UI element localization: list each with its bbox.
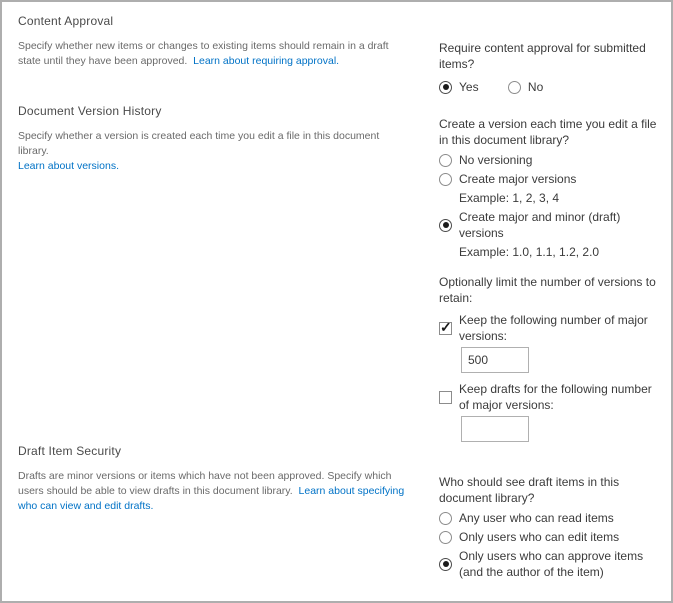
keep-major-versions-option[interactable] [439, 312, 659, 344]
draft-item-security-description: Drafts are minor versions or items which have not been approved. Specify which users should be able to view drafts in this document library. Learn about specifying who can view and edit drafts. [18, 470, 405, 512]
option-yes[interactable] [439, 79, 479, 95]
option-users-edit[interactable] [439, 529, 659, 545]
keep-drafts-label[interactable]: Keep drafts for the following number of major versions: [459, 382, 652, 412]
option-no[interactable] [508, 79, 543, 95]
major-minor-versions-example: Example: 1.0, 1.1, 1.2, 2.0 [459, 245, 600, 259]
radio-yes-label[interactable]: Yes [459, 80, 479, 94]
option-create-major-versions[interactable] [439, 171, 659, 187]
radio-any-user-read[interactable] [439, 512, 452, 525]
section-draft-item-security [2, 444, 671, 593]
radio-no-versioning-label[interactable]: No versioning [459, 153, 533, 167]
radio-no-label[interactable]: No [527, 80, 544, 94]
major-versions-example: Example: 1, 2, 3, 4 [459, 191, 560, 205]
section-document-version-history [2, 104, 671, 444]
radio-users-edit-label[interactable]: Only users who can edit items [459, 530, 620, 544]
create-version-question: Create a version each time you edit a file in this document library? [439, 117, 657, 147]
keep-major-versions-checkbox[interactable] [439, 322, 452, 335]
section-content-approval [2, 2, 671, 104]
option-no-versioning[interactable] [439, 152, 659, 168]
major-versions-count-input[interactable] [461, 347, 529, 373]
option-any-user-read[interactable] [439, 510, 659, 526]
version-history-description: Specify whether a version is created each time you edit a file in this document library. Learn about versions. [18, 129, 411, 174]
require-approval-question: Require content approval for submitted items? [439, 41, 646, 71]
draft-item-security-title: Draft Item Security [18, 444, 122, 458]
radio-create-major-versions[interactable] [439, 173, 452, 186]
radio-users-approve-label[interactable]: Only users who can approve items (and the author of the item) [459, 549, 644, 579]
radio-create-major-minor-versions-label[interactable]: Create major and minor (draft) versions [459, 210, 621, 240]
option-create-major-minor-versions[interactable] [439, 209, 659, 241]
radio-any-user-read-label[interactable]: Any user who can read items [459, 511, 614, 525]
drafts-count-input[interactable] [461, 416, 529, 442]
radio-create-major-versions-label[interactable]: Create major versions [459, 172, 577, 186]
radio-no-versioning[interactable] [439, 154, 452, 167]
content-approval-description: Specify whether new items or changes to existing items should remain in a draft state until they have been approved. Learn about requiring approval. [18, 40, 389, 67]
keep-drafts-checkbox[interactable] [439, 391, 452, 404]
learn-about-drafts-link[interactable]: Learn about specifying who can view and edit drafts. [18, 485, 405, 512]
radio-create-major-minor-versions[interactable] [439, 219, 452, 232]
keep-drafts-option[interactable] [439, 381, 659, 413]
radio-no[interactable] [508, 81, 521, 94]
learn-about-versions-link[interactable]: Learn about versions. [18, 160, 119, 172]
limit-versions-intro: Optionally limit the number of versions to retain: [439, 275, 656, 305]
radio-users-approve[interactable] [439, 558, 452, 571]
keep-major-versions-label[interactable]: Keep the following number of major versions: [459, 313, 648, 343]
who-sees-drafts-question: Who should see draft items in this document library? [439, 475, 620, 505]
version-history-title: Document Version History [18, 104, 162, 118]
radio-users-edit[interactable] [439, 531, 452, 544]
content-approval-title: Content Approval [18, 14, 114, 28]
radio-yes[interactable] [439, 81, 452, 94]
option-users-approve[interactable] [439, 548, 659, 580]
learn-about-requiring-approval-link[interactable]: Learn about requiring approval. [193, 55, 340, 67]
